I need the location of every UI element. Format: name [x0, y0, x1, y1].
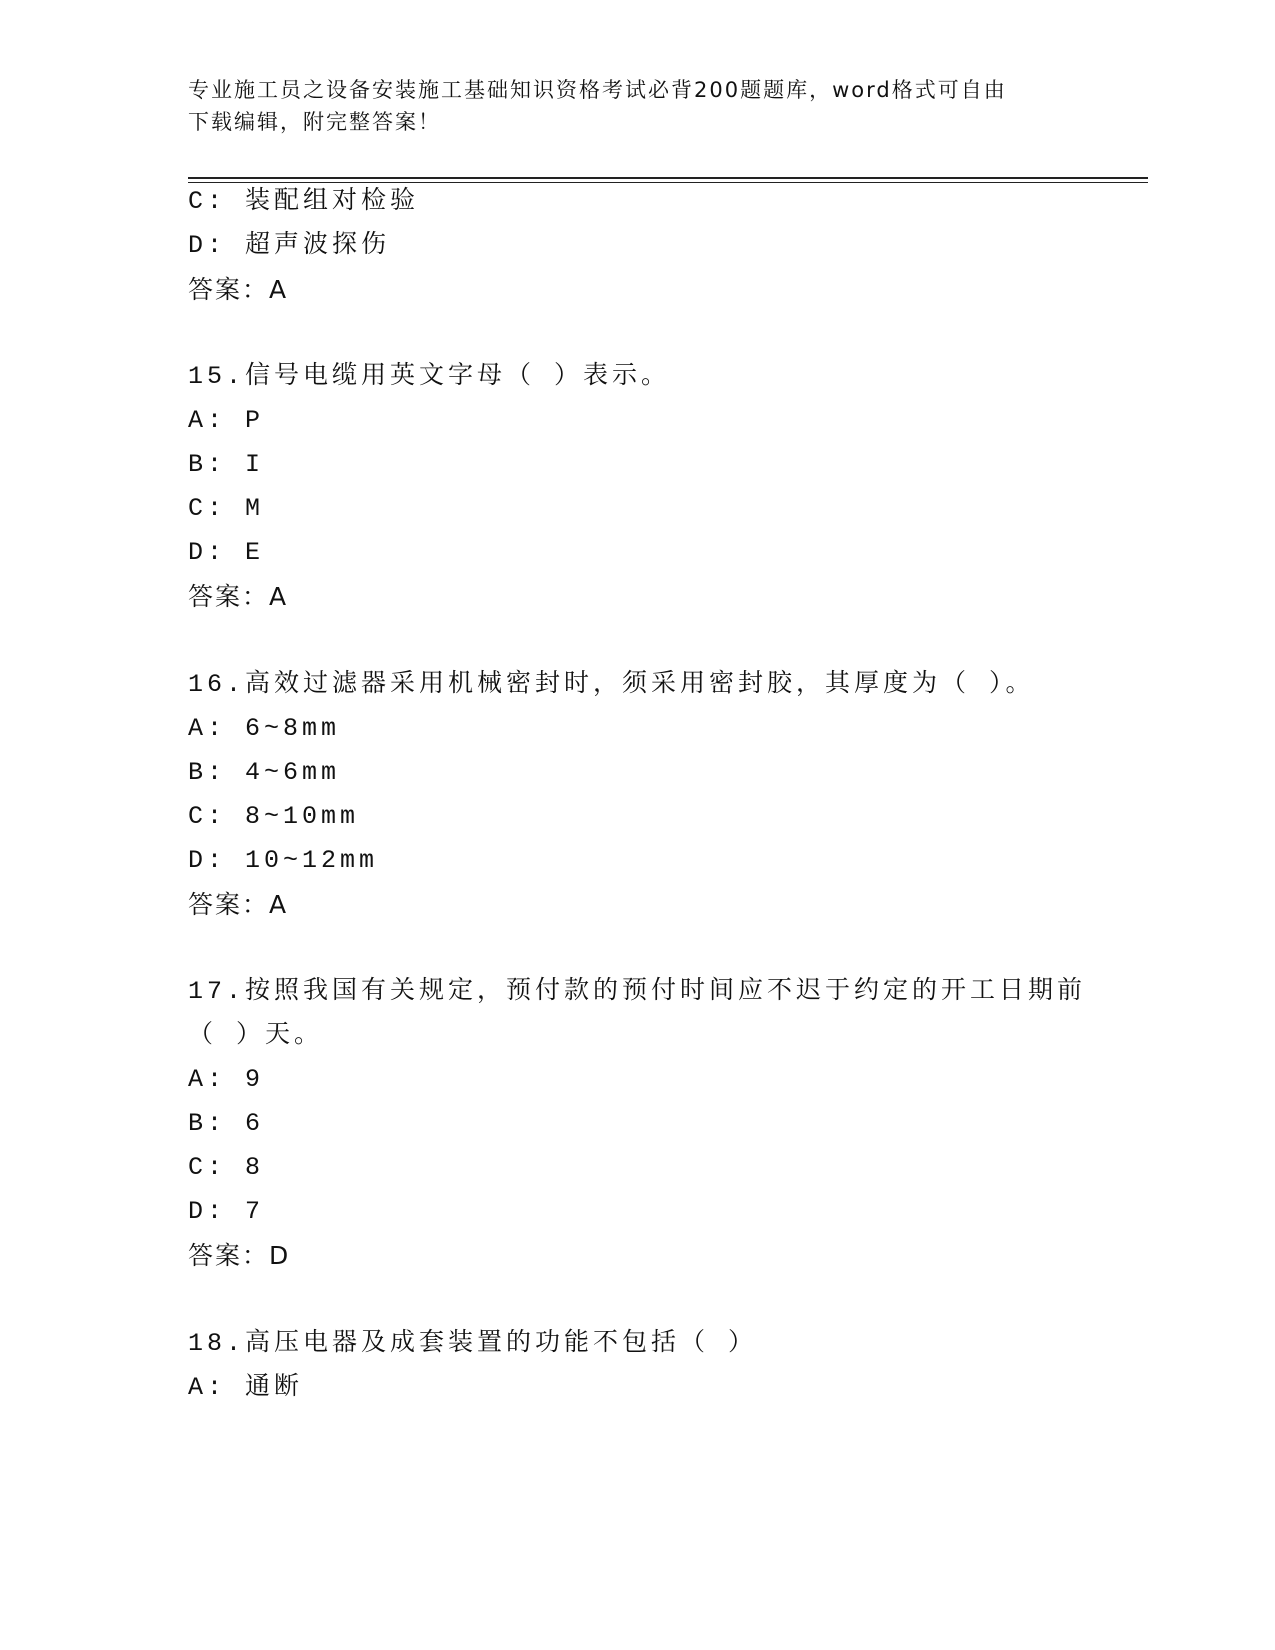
question-stem: 15.信号电缆用英文字母（ ）表示。 [188, 362, 671, 391]
option-b: B: 6 [188, 1109, 265, 1138]
document-title [188, 74, 1088, 138]
question-stem: 18.高压电器及成套装置的功能不包括（ ） [188, 1329, 758, 1358]
question-stem: 17.按照我国有关规定，预付款的预付时间应不迟于约定的开工日期前 [188, 977, 1087, 1006]
question-stem-continued: （ ）天。 [188, 1021, 324, 1050]
option-a: A: 通断 [188, 1373, 304, 1402]
option-b: B: 4~6mm [188, 758, 341, 787]
option-c: C: 装配组对检验 [188, 187, 420, 216]
answer: 答案：A [188, 275, 289, 304]
option-a: A: 6~8mm [188, 714, 341, 743]
question-stem: 16.高效过滤器采用机械密封时，须采用密封胶，其厚度为（ ）。 [188, 670, 1035, 699]
header-divider-thick [188, 177, 1148, 179]
option-a: A: 9 [188, 1065, 265, 1094]
answer: 答案：A [188, 582, 289, 611]
answer: 答案：D [188, 1241, 291, 1270]
title-line-2: 下载编辑，附完整答案！ [188, 110, 441, 134]
option-c: C: M [188, 494, 265, 523]
option-c: C: 8 [188, 1153, 265, 1182]
option-d: D: E [188, 538, 265, 567]
option-a: A: P [188, 406, 265, 435]
answer: 答案：A [188, 890, 289, 919]
option-b: B: I [188, 450, 265, 479]
option-c: C: 8~10mm [188, 802, 360, 831]
title-line-1: 专业施工员之设备安装施工基础知识资格考试必背200题题库，word格式可自由 [188, 78, 1007, 102]
option-d: D: 超声波探伤 [188, 231, 391, 260]
option-d: D: 10~12mm [188, 846, 379, 875]
header-divider-thin [188, 182, 1148, 183]
option-d: D: 7 [188, 1197, 265, 1226]
